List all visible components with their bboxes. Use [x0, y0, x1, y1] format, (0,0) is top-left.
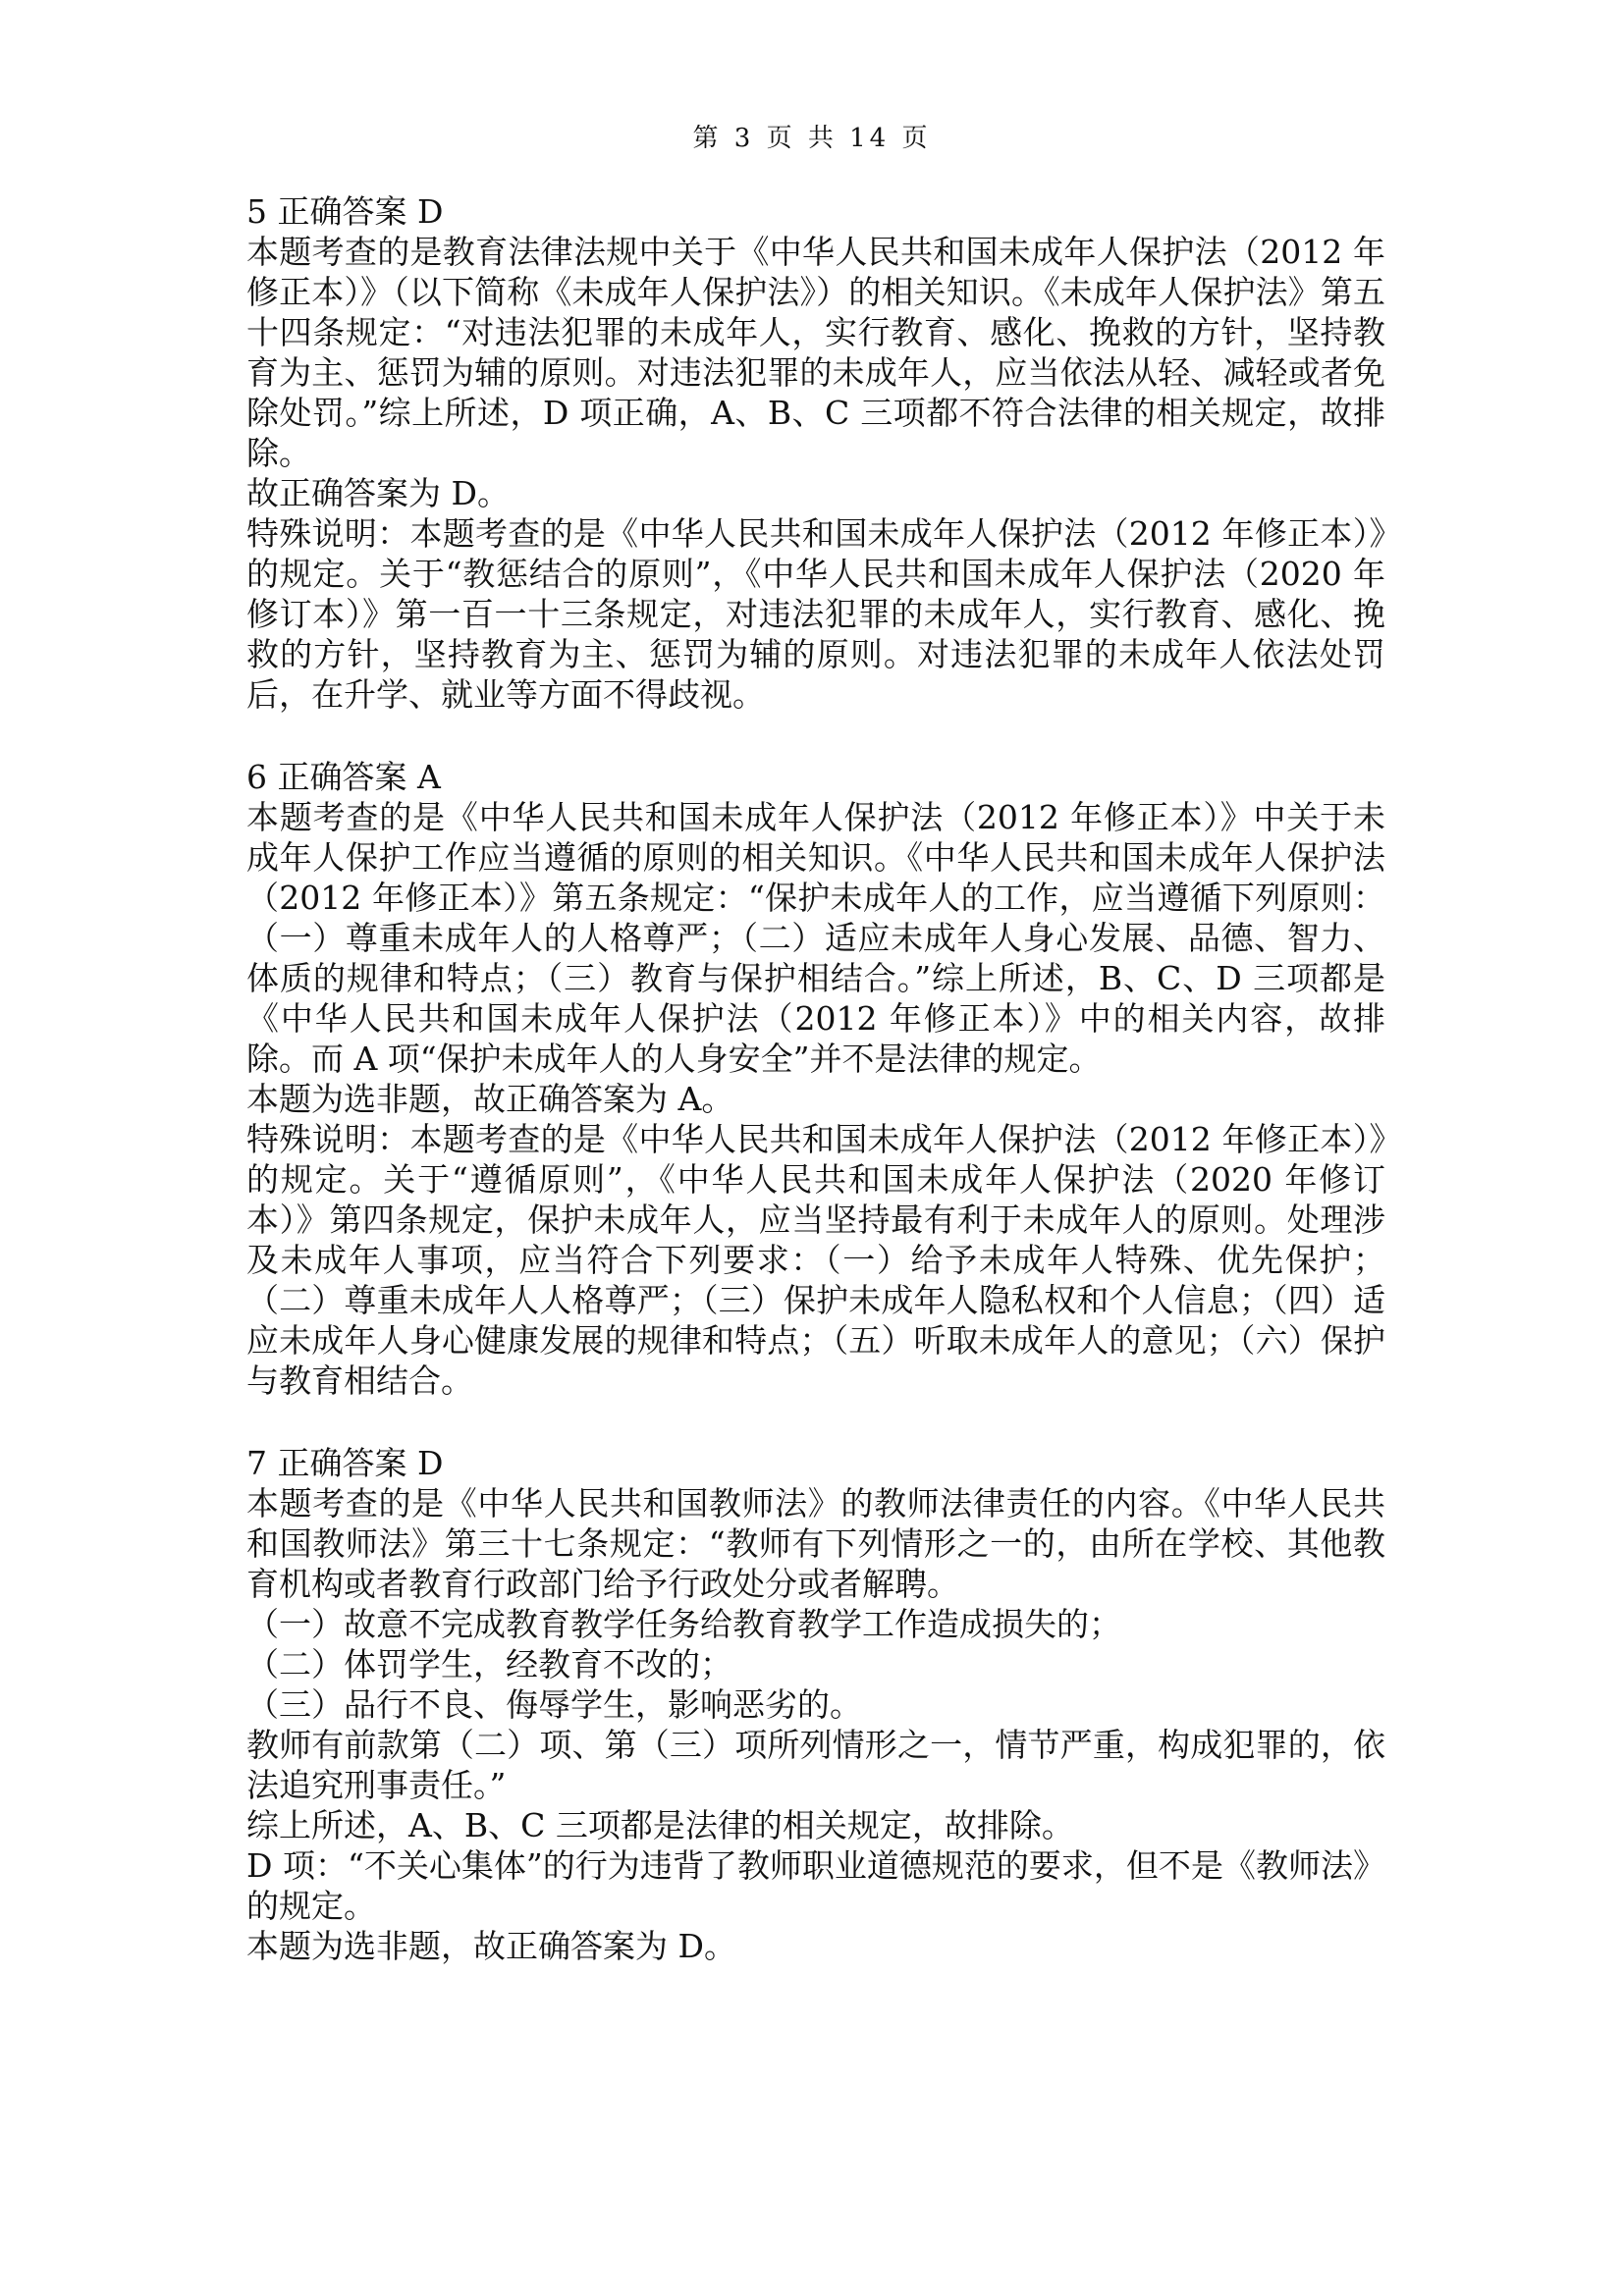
paragraph: 综上所述，A、B、C 三项都是法律的相关规定，故排除。: [246, 1806, 1074, 1844]
paragraph: （一）故意不完成教育教学任务给教育教学工作造成损失的；: [246, 1605, 1121, 1643]
paragraph: 本题为选非题，故正确答案为 A。: [246, 1080, 734, 1118]
answer-title: 6 正确答案 A: [246, 758, 441, 796]
paragraph: 本题考查的是《中华人民共和国教师法》的教师法律责任的内容。《中华人民共和国教师法》第三十七条规定：“教师有下列情形之一的，由所在学校、其他教育机构或者教育行政部门给予行政处分或者解聘。: [246, 1484, 1385, 1603]
answer-section-6: [246, 757, 1385, 1401]
paragraph: 本题为选非题，故正确答案为 D。: [246, 1927, 736, 1965]
paragraph: 本题考查的是《中华人民共和国未成年人保护法（2012 年修正本）》中关于未成年人保护工作应当遵循的原则的相关知识。《中华人民共和国未成年人保护法（2012 年修正本）》第五条规定：“保护未成年人的工作，应当遵循下列原则：（一）尊重未成年人的人格尊严；（二）适应未成年人身心发展、品德、智力、体质的规律和特点；（三）教育与保护相结合。”综上所述，B、C、D 三项都是《中华人民共和国未成年人保护法（2012 年修正本）》中的相关内容，故排除。而 A 项“保护未成年人的人身安全”并不是法律的规定。: [246, 798, 1385, 1078]
paragraph: 特殊说明：本题考查的是《中华人民共和国未成年人保护法（2012 年修正本）》的规定。关于“教惩结合的原则”，《中华人民共和国未成年人保护法（2020 年修订本）》第一百一十三条规定，对违法犯罪的未成年人，实行教育、感化、挽救的方针，坚持教育为主、惩罚为辅的原则。对违法犯罪的未成年人依法处罚后，在升学、就业等方面不得歧视。: [246, 514, 1385, 714]
paragraph: D 项：“不关心集体”的行为违背了教师职业道德规范的要求，但不是《教师法》的规定。: [246, 1846, 1385, 1925]
paragraph: 特殊说明：本题考查的是《中华人民共和国未成年人保护法（2012 年修正本）》的规定。关于“遵循原则”，《中华人民共和国未成年人保护法（2020 年修订本）》第四条规定，保护未成年人，应当坚持最有利于未成年人的原则。处理涉及未成年人事项，应当符合下列要求：（一）给予未成年人特殊、优先保护；（二）尊重未成年人人格尊严；（三）保护未成年人隐私权和个人信息；（四）适应未成年人身心健康发展的规律和特点；（五）听取未成年人的意见；（六）保护与教育相结合。: [246, 1120, 1385, 1400]
page-header: [0, 118, 1624, 154]
paragraph: 本题考查的是教育法律法规中关于《中华人民共和国未成年人保护法（2012 年修正本）》（以下简称《未成年人保护法》）的相关知识。《未成年人保护法》第五十四条规定：“对违法犯罪的未成年人，实行教育、感化、挽救的方针，坚持教育为主、惩罚为辅的原则。对违法犯罪的未成年人，应当依法从轻、减轻或者免除处罚。”综上所述，D 项正确，A、B、C 三项都不符合法律的相关规定，故排除。: [246, 233, 1385, 472]
answer-section-5: [246, 191, 1385, 715]
answer-title: 7 正确答案 D: [246, 1444, 444, 1482]
paragraph: （三）品行不良、侮辱学生，影响恶劣的。: [246, 1685, 862, 1724]
page-indicator: 第 3 页 共 14 页: [692, 124, 932, 153]
answer-title: 5 正确答案 D: [246, 192, 444, 231]
paragraph: （二）体罚学生，经教育不改的；: [246, 1645, 732, 1683]
paragraph: 故正确答案为 D。: [246, 474, 510, 512]
paragraph: 教师有前款第（二）项、第（三）项所列情形之一，情节严重，构成犯罪的，依法追究刑事责任。”: [246, 1726, 1385, 1804]
answer-section-7: [246, 1443, 1385, 1966]
document-body: [246, 191, 1385, 2008]
